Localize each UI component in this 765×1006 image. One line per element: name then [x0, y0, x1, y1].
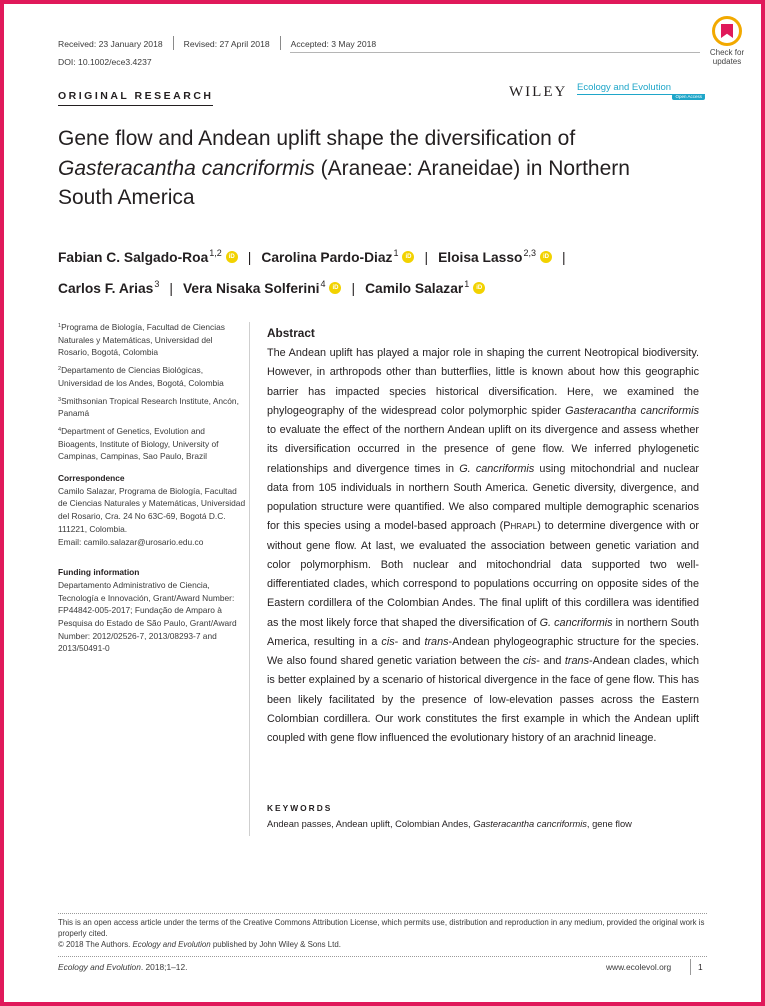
author[interactable]: Fabian C. Salgado-Roa$^{1,2}$: [58, 248, 222, 265]
sidebar-info: [58, 320, 246, 655]
correspondence-email[interactable]: Email: camilo.salazar@urosario.edu.co: [58, 536, 204, 547]
page-number: 1: [698, 962, 703, 972]
author-list: Fabian C. Salgado-Roa$^{1,2}$iD | Carolina Pardo-Diaz$^1$iD | Eloisa Lasso$^{2,3}$iD | Carlos F. Arias$^3$ | Vera Nisaka Solferini$^4$iD | Camilo Salazar$^1$iD: [58, 240, 718, 302]
keywords-text: Andean passes, Andean uplift, Colombian Andes, Gasteracantha cancriformis, gene flow: [267, 819, 632, 829]
doi: DOI: 10.1002/ece3.4237: [58, 57, 152, 67]
orcid-icon[interactable]: [329, 282, 341, 294]
article-title: Gene flow and Andean uplift shape the diversification of Gasteracantha cancriformis (Araneae: Araneidae) in Northern South America: [58, 127, 630, 209]
open-access-badge: Open Access: [672, 94, 705, 100]
accepted-date: Accepted: 3 May 2018: [290, 39, 377, 49]
footer-rule: [58, 913, 707, 914]
orcid-icon[interactable]: [402, 251, 414, 263]
funding-heading: Funding information: [58, 567, 140, 578]
title-species: Gasteracantha cancriformis: [58, 156, 315, 180]
funding-text: Departamento Administrativo de Ciencia, Tecnología e Innovación, Grant/Award Number: FP44842-005-2017; Fundação de Amparo à Pesquisa do Estado de São Paulo, Grant/Award Number: 2012/02526-7, 2013/08293-7 and 2013/50491-0: [58, 579, 237, 654]
affiliation: $^2$Departamento de Ciencias Biológicas, Universidad de los Andes, Bogotá, Colombia: [58, 365, 224, 388]
date-separator: [280, 36, 281, 50]
author[interactable]: Carlos F. Arias$^3$: [58, 279, 160, 296]
author[interactable]: Camilo Salazar$^1$: [365, 279, 470, 296]
journal-citation: Ecology and Evolution. 2018;1–12.: [58, 962, 188, 972]
correspondence-heading: Correspondence: [58, 473, 125, 484]
orcid-icon[interactable]: [540, 251, 552, 263]
orcid-icon[interactable]: [473, 282, 485, 294]
article-dates: [58, 39, 376, 50]
footer-rule: [58, 956, 707, 957]
affiliation: $^3$Smithsonian Tropical Research Institute, Ancón, Panamá: [58, 395, 239, 419]
header-rule: [290, 52, 700, 53]
abstract-text: The Andean uplift has played a major role in shaping the current Neotropical biodiversity. However, in arthropods other than butterflies, little is known about how this geographic barrier has impacted species historical diversification. Here, we examined the phylogeography of the widespread color polymorphic spider Gasteracantha cancriformis to evaluate the effect of the northern Andean uplift on its divergence and assess whether its diversification occurred in the presence of gene flow. We inferred phylogenetic relationships and divergence times in G. cancriformis using mitochondrial and nuclear data from 105 individuals in northern South America. Genetic diversity, divergence, and population structure were quantified. We also compared multiple demographic scenarios for this species using a model-based approach (Phrapl) to determine divergence with or without gene flow. At last, we evaluated the association between genetic variation and color polymorphism. Both nuclear and mitochondrial data supported two well-differentiated clades, which correspond to populations occurring on opposite sides of the Eastern cordillera of the Colombian Andes. The final uplift of this cordillera was identified as the most likely force that shaped the diversification of G. cancriformis in northern South America, resulting in a cis- and trans-Andean phylogeographic structure for the species. We also found shared genetic variation between the cis- and trans-Andean clades, which is better explained by a scenario of historical divergence in the face of gene flow. This has been likely facilitated by the presence of low-elevation passes across the Eastern Colombian cordillera. Our work constitutes the first example in which the Andean uplift coupled with gene flow influenced the evolutionary history of an arachnid lineage.: [267, 347, 700, 744]
column-divider: [249, 322, 250, 836]
check-updates-line1: Check for: [709, 48, 745, 57]
section-label: ORIGINAL RESEARCH: [58, 90, 213, 106]
received-date: Received: 23 January 2018: [58, 39, 163, 49]
revised-date: Revised: 27 April 2018: [183, 39, 270, 49]
check-for-updates-button[interactable]: [703, 16, 751, 66]
correspondence-text: Camilo Salazar, Programa de Biología, Facultad de Ciencias Naturales y Matemáticas, Universidad del Rosario, Cra. 24 No 63C-69, Bogotá D.C. 111221, Colombia.: [58, 485, 246, 534]
check-updates-line2: updates: [712, 57, 742, 66]
orcid-icon[interactable]: [226, 251, 238, 263]
page-number-separator: [690, 959, 691, 975]
author[interactable]: Vera Nisaka Solferini$^4$: [182, 279, 326, 296]
journal-name: Ecology and Evolution: [577, 82, 672, 93]
affiliation: $^4$Department of Genetics, Evolution and Bioagents, Institute of Biology, University of Campinas, Campinas, Sao Paulo, Brazil: [58, 425, 219, 462]
keywords-heading: KEYWORDS: [267, 803, 333, 813]
license-text: This is an open access article under the terms of the Creative Commons Attribution License, which permits use, distribution and reproduction in any medium, provided the original work is properly cited. © 2018 The Authors. Ecology and Evolution published by John Wiley & Sons Ltd.: [58, 918, 705, 950]
date-separator: [173, 36, 174, 50]
journal-logo[interactable]: [577, 82, 705, 99]
publisher-logo: WILEY: [509, 84, 568, 100]
abstract-heading: Abstract: [267, 326, 315, 340]
crossmark-icon: [712, 16, 742, 46]
author[interactable]: Eloisa Lasso$^{2,3}$: [438, 248, 536, 265]
author[interactable]: Carolina Pardo-Diaz$^1$: [261, 248, 399, 265]
affiliation: $^1$Programa de Biología, Facultad de Ciencias Naturales y Matemáticas, Universidad del Rosario, Bogotá, Colombia: [58, 322, 225, 358]
journal-website-link[interactable]: www.ecolevol.org: [606, 962, 672, 972]
